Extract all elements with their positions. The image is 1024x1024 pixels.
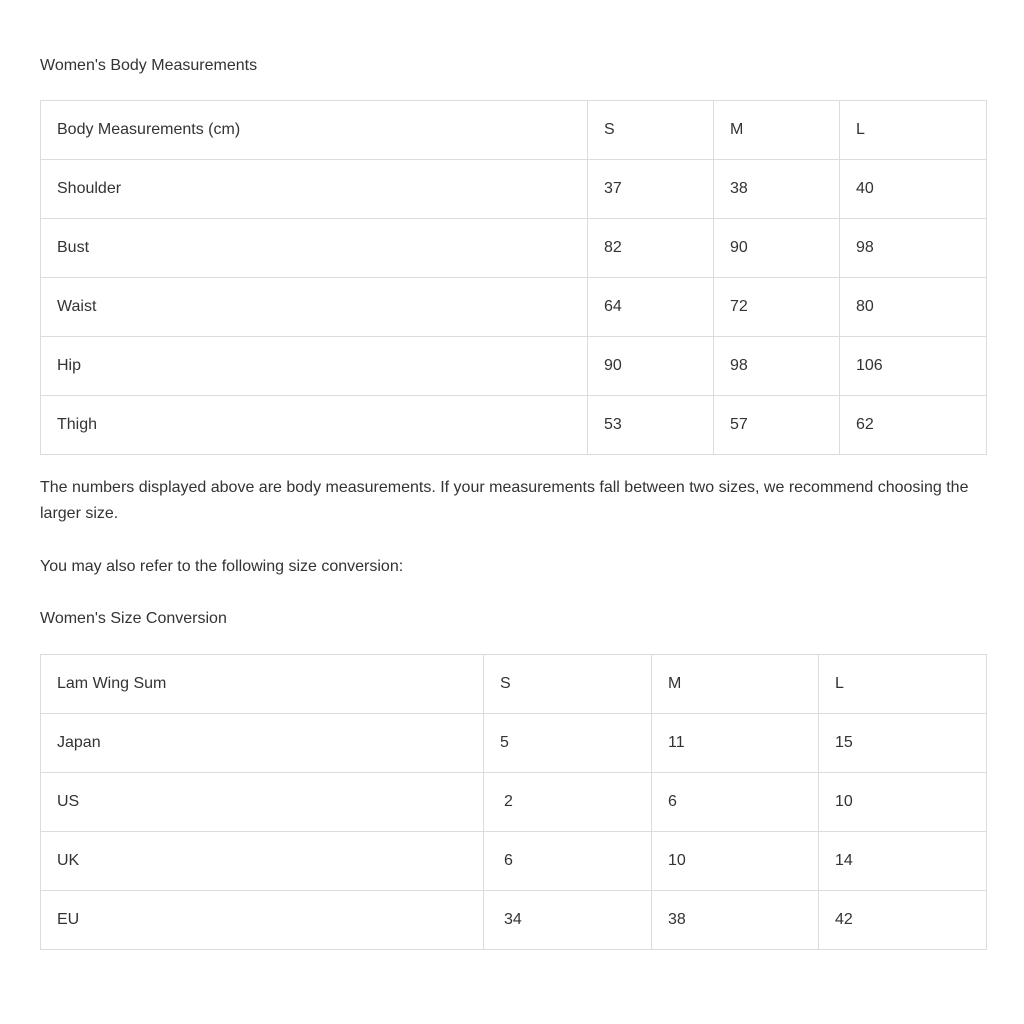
value-cell: 106 bbox=[840, 337, 987, 396]
value-cell: 40 bbox=[840, 160, 987, 219]
row-label-cell: Shoulder bbox=[41, 160, 588, 219]
value-cell: 42 bbox=[819, 891, 987, 950]
value-cell: 80 bbox=[840, 278, 987, 337]
row-label-cell: Thigh bbox=[41, 396, 588, 455]
value-cell: 53 bbox=[588, 396, 714, 455]
value-cell: 14 bbox=[819, 832, 987, 891]
row-label-cell: Japan bbox=[41, 714, 484, 773]
header-cell: Body Measurements (cm) bbox=[41, 101, 588, 160]
value-cell: 2 bbox=[484, 773, 652, 832]
size-conversion-title: Women's Size Conversion bbox=[40, 610, 227, 627]
table-row bbox=[41, 160, 987, 219]
value-cell: 62 bbox=[840, 396, 987, 455]
header-cell: Lam Wing Sum bbox=[41, 655, 484, 714]
size-conversion-table bbox=[40, 654, 987, 950]
value-cell: 64 bbox=[588, 278, 714, 337]
table-header-row bbox=[41, 655, 987, 714]
table-row bbox=[41, 337, 987, 396]
value-cell: 57 bbox=[714, 396, 840, 455]
table-row bbox=[41, 278, 987, 337]
table-row bbox=[41, 396, 987, 455]
row-label-cell: Waist bbox=[41, 278, 588, 337]
value-cell: 90 bbox=[588, 337, 714, 396]
header-cell: S bbox=[484, 655, 652, 714]
table-header-row bbox=[41, 101, 987, 160]
header-cell: S bbox=[588, 101, 714, 160]
value-cell: 6 bbox=[652, 773, 819, 832]
value-cell: 5 bbox=[484, 714, 652, 773]
row-label-cell: EU bbox=[41, 891, 484, 950]
value-cell: 90 bbox=[714, 219, 840, 278]
measurement-note: The numbers displayed above are body measurements. If your measurements fall between two sizes, we recommend choosing the larger size. bbox=[40, 479, 969, 522]
value-cell: 98 bbox=[714, 337, 840, 396]
value-cell: 37 bbox=[588, 160, 714, 219]
value-cell: 38 bbox=[652, 891, 819, 950]
header-cell: M bbox=[652, 655, 819, 714]
value-cell: 98 bbox=[840, 219, 987, 278]
value-cell: 38 bbox=[714, 160, 840, 219]
table-row bbox=[41, 773, 987, 832]
header-cell: M bbox=[714, 101, 840, 160]
table-row bbox=[41, 832, 987, 891]
value-cell: 82 bbox=[588, 219, 714, 278]
value-cell: 15 bbox=[819, 714, 987, 773]
value-cell: 11 bbox=[652, 714, 819, 773]
value-cell: 72 bbox=[714, 278, 840, 337]
body-measurements-title: Women's Body Measurements bbox=[40, 57, 258, 74]
body-measurements-table bbox=[40, 100, 987, 455]
table-row bbox=[41, 891, 987, 950]
value-cell: 10 bbox=[652, 832, 819, 891]
conversion-intro: You may also refer to the following size conversion: bbox=[40, 558, 404, 575]
value-cell: 34 bbox=[484, 891, 652, 950]
value-cell: 10 bbox=[819, 773, 987, 832]
value-cell: 6 bbox=[484, 832, 652, 891]
row-label-cell: Hip bbox=[41, 337, 588, 396]
header-cell: L bbox=[819, 655, 987, 714]
row-label-cell: US bbox=[41, 773, 484, 832]
row-label-cell: UK bbox=[41, 832, 484, 891]
header-cell: L bbox=[840, 101, 987, 160]
row-label-cell: Bust bbox=[41, 219, 588, 278]
table-row bbox=[41, 714, 987, 773]
table-row bbox=[41, 219, 987, 278]
